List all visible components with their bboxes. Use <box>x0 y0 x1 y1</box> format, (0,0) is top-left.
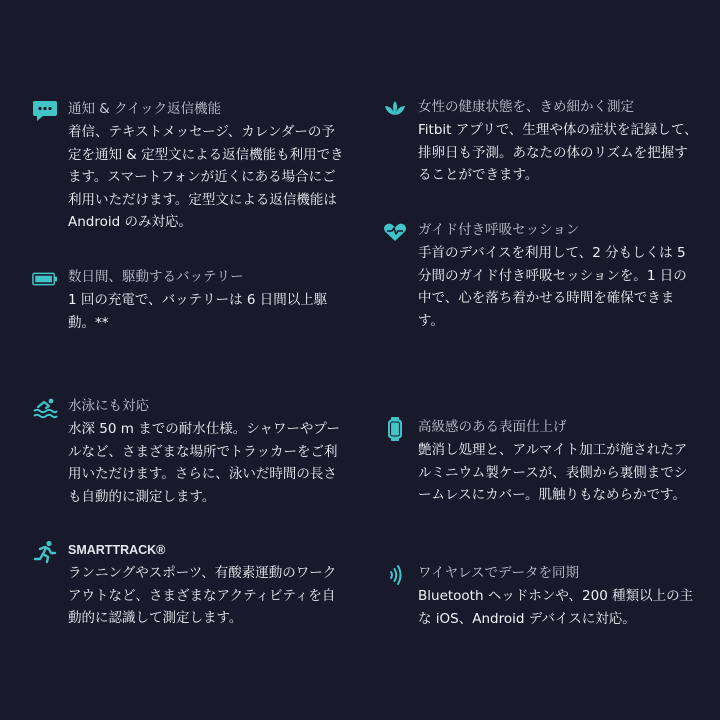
feature-description: Fitbit アプリで、生理や体の症状を記録して、排卵日も予測。あなたの体のリズムを把握することができます。 <box>418 122 698 183</box>
feature-title: SMARTTRACK® <box>68 543 166 557</box>
watch-icon <box>382 417 408 441</box>
feature-title: 女性の健康状態を、きめ細かく測定 <box>418 99 634 115</box>
feature-description: ランニングやスポーツ、有酸素運動のワークアウトなど、さまざまなアクティビティを自動的に認識して測定します。 <box>68 565 337 626</box>
feature-title: 水泳にも対応 <box>68 398 149 414</box>
heart-breathing-icon <box>382 220 408 244</box>
chat-bubble-icon <box>32 99 58 123</box>
wireless-sync-icon <box>382 563 408 587</box>
feature-title: 高級感のある表面仕上げ <box>418 419 567 435</box>
swim-waves-icon <box>32 396 58 420</box>
lotus-icon <box>382 97 408 121</box>
feature-title: ワイヤレスでデータを同期 <box>418 565 580 581</box>
feature-description: 手首のデバイスを利用して、2 分もしくは 5 分間のガイド付き呼吸セッションを。1 日の中で、心を落ち着かせる時間を確保できます。 <box>418 245 687 329</box>
feature-title: ガイド付き呼吸セッション <box>418 222 580 238</box>
running-person-icon <box>32 540 58 564</box>
feature-description: Bluetooth ヘッドホンや、200 種類以上の主な iOS、Android デバイスに対応。 <box>418 588 694 627</box>
feature-title: 数日間、駆動するバッテリー <box>68 269 244 285</box>
feature-description: 艶消し処理と、アルマイト加工が施されたアルミニウム製ケースが、表側から裏側までシームレスにカバー。肌触りもなめらかです。 <box>418 442 688 503</box>
feature-description: 1 回の充電で、バッテリーは 6 日間以上駆動。** <box>68 292 328 331</box>
battery-icon <box>32 267 58 291</box>
feature-description: 着信、テキストメッセージ、カレンダーの予定を通知 & 定型文による返信機能も利用できます。スマートフォンが近くにある場合にご利用いただけます。定型文による返信機能は Android のみ対応。 <box>68 124 344 230</box>
feature-title: 通知 & クイック返信機能 <box>68 101 222 117</box>
feature-description: 水深 50 m までの耐水仕様。シャワーやプールなど、さまざまな場所でトラッカーをご利用いただけます。さらに、泳いだ時間の長さも自動的に測定します。 <box>68 421 341 505</box>
